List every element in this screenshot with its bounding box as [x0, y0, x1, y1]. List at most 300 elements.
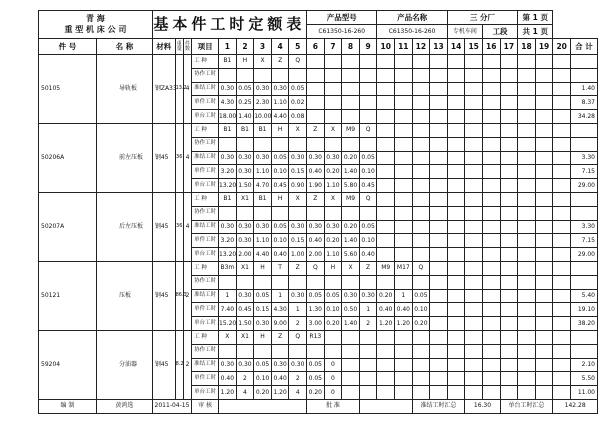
- cell-total-prep: 3.30: [570, 220, 597, 234]
- cell-prep: [377, 358, 395, 372]
- cell-coop: [412, 137, 430, 151]
- cell-machine: 1.20: [271, 386, 289, 400]
- cell-prep: [395, 151, 413, 165]
- cell-total-single: 19.10: [570, 303, 597, 317]
- cell-prep: 0.30: [289, 151, 307, 165]
- cell-coop: [342, 137, 360, 151]
- cell-single: [482, 96, 500, 110]
- row-label-single: 单件工时: [192, 165, 219, 179]
- cell-process: [412, 123, 430, 137]
- cell-process: [518, 123, 536, 137]
- cell-coop: [324, 137, 342, 151]
- cell-machine: [430, 110, 448, 124]
- cell-prep: 1: [271, 289, 289, 303]
- cell-machine: [553, 179, 571, 193]
- cell-prep: [500, 151, 518, 165]
- cell-total-machine: 38.20: [570, 317, 597, 331]
- row-label-single: 单件工时: [192, 234, 219, 248]
- cell-single: 2: [289, 372, 307, 386]
- cell-process: [430, 330, 448, 344]
- cell-coop: [395, 137, 413, 151]
- cell-machine: [430, 179, 448, 193]
- col-number-12: 12: [412, 39, 430, 55]
- cell-prep: 0.30: [324, 151, 342, 165]
- cell-coop: [430, 137, 448, 151]
- cell-machine: 1.90: [307, 179, 325, 193]
- cell-process: X: [342, 261, 360, 275]
- cell-single: [395, 165, 413, 179]
- cell-process: [359, 55, 377, 69]
- cell-coop: [324, 275, 342, 289]
- cell-coop: [535, 137, 553, 151]
- cell-coop: [219, 68, 237, 82]
- cell-coop: [482, 137, 500, 151]
- cell-prep: [535, 220, 553, 234]
- cell-coop: [500, 275, 518, 289]
- cell-process: [377, 123, 395, 137]
- cell-single: 3.20: [219, 165, 237, 179]
- cell-process: M9: [377, 261, 395, 275]
- cell-coop: [412, 344, 430, 358]
- cell-prep: 0.30: [254, 220, 272, 234]
- col-number-5: 5: [289, 39, 307, 55]
- cell-prep: [430, 82, 448, 96]
- cell-prep: [465, 220, 483, 234]
- cell-coop: [254, 344, 272, 358]
- cell-process: [553, 123, 571, 137]
- cell-coop: [307, 275, 325, 289]
- cell-single: 7.40: [219, 303, 237, 317]
- cell-single: [395, 234, 413, 248]
- cell-prep: 0.20: [342, 220, 360, 234]
- table-row: [39, 330, 598, 344]
- cell-prep: [518, 82, 536, 96]
- cell-machine: 15.20: [219, 317, 237, 331]
- col-number-14: 14: [447, 39, 465, 55]
- cell-prep: [447, 289, 465, 303]
- cell-machine: 0.30: [254, 317, 272, 331]
- cell-machine: [307, 110, 325, 124]
- cell-machine: [324, 110, 342, 124]
- cell-process: Q: [307, 261, 325, 275]
- cell-process: B1: [254, 123, 272, 137]
- cell-process: [342, 330, 360, 344]
- cell-process: B1: [219, 123, 237, 137]
- col-number-8: 8: [342, 39, 360, 55]
- cell-prep: [482, 151, 500, 165]
- compiler-name: 黄鸿选: [96, 399, 152, 413]
- cell-prep: [447, 358, 465, 372]
- section-label: 工段: [482, 25, 517, 39]
- cell-single: [377, 234, 395, 248]
- cell-prep: [412, 358, 430, 372]
- cell-single: [342, 96, 360, 110]
- cell-total-coop: [570, 206, 597, 220]
- cell-process: X1: [236, 330, 254, 344]
- cell-process: [518, 330, 536, 344]
- cell-prep: [412, 82, 430, 96]
- cell-single: 0.40: [271, 372, 289, 386]
- cell-single: 0.15: [289, 234, 307, 248]
- cell-process: [518, 261, 536, 275]
- cell-coop: [412, 275, 430, 289]
- cell-coop: [482, 68, 500, 82]
- cell-single: 0.40: [219, 372, 237, 386]
- cell-single: [465, 303, 483, 317]
- cell-single: 0.40: [307, 165, 325, 179]
- cell-single: [482, 234, 500, 248]
- col-number-15: 15: [465, 39, 483, 55]
- cell-coop: [271, 68, 289, 82]
- cell-machine: [500, 110, 518, 124]
- cell-process: [535, 261, 553, 275]
- table-row: [39, 192, 598, 206]
- cell-prep: [482, 289, 500, 303]
- cell-single: 2: [236, 372, 254, 386]
- cell-prep: [465, 358, 483, 372]
- cell-process: [482, 55, 500, 69]
- cell-total-process: [570, 330, 597, 344]
- cell-single: [465, 96, 483, 110]
- row-label-single: 单件工时: [192, 96, 219, 110]
- cell-single: [465, 372, 483, 386]
- cell-prep: [553, 358, 571, 372]
- cell-machine: 0.20: [412, 317, 430, 331]
- cell-prep: [430, 358, 448, 372]
- cell-prep: 0.30: [219, 220, 237, 234]
- cell-machine: [465, 386, 483, 400]
- cell-prep: 0.05: [271, 151, 289, 165]
- cell-coop: [430, 275, 448, 289]
- row-label-machine: 单台工时: [192, 317, 219, 331]
- cell-machine: [553, 386, 571, 400]
- cell-coop: [307, 344, 325, 358]
- cell-single: [359, 372, 377, 386]
- cell-coop: [377, 68, 395, 82]
- cell-prep: [500, 289, 518, 303]
- cell-process: [395, 123, 413, 137]
- cell-process: X: [289, 123, 307, 137]
- cell-total-single: 8.37: [570, 96, 597, 110]
- cell-machine: [359, 110, 377, 124]
- prep-sum-value: 16.30: [465, 399, 500, 413]
- name-value: C61350-16-260: [377, 25, 447, 39]
- quota-table: [38, 10, 598, 414]
- cell-prep: [500, 82, 518, 96]
- cell-prep: [518, 358, 536, 372]
- factory-label: 三 分厂: [447, 11, 517, 25]
- cell-single: 0.30: [236, 234, 254, 248]
- cell-single: 0: [324, 372, 342, 386]
- cell-process: Z: [271, 55, 289, 69]
- cell-prep: 0.05: [236, 82, 254, 96]
- cell-process: Q: [412, 261, 430, 275]
- row-label-process: 工 种: [192, 261, 219, 275]
- cell-single: [412, 372, 430, 386]
- cell-process: [412, 330, 430, 344]
- cell-machine: 2.00: [307, 248, 325, 262]
- cell-prep: 0.05: [324, 289, 342, 303]
- cell-process: [447, 330, 465, 344]
- cell-coop: [482, 275, 500, 289]
- cell-machine: [535, 179, 553, 193]
- cell-process: B1: [254, 192, 272, 206]
- cell-prep: [430, 289, 448, 303]
- page-title: 基本件工时定额表: [152, 11, 306, 39]
- cell-process: X: [324, 192, 342, 206]
- cell-total-process: [570, 55, 597, 69]
- cell-prep: [482, 82, 500, 96]
- cell-machine: [412, 179, 430, 193]
- cell-machine: [482, 110, 500, 124]
- cell-process: [377, 192, 395, 206]
- cell-process: [465, 261, 483, 275]
- cell-process: [482, 330, 500, 344]
- cell-coop: [236, 275, 254, 289]
- approve-value: [359, 399, 412, 413]
- cell-single: 1.10: [254, 165, 272, 179]
- cell-machine: 2: [359, 317, 377, 331]
- cell-machine: [412, 110, 430, 124]
- cell-single: [500, 234, 518, 248]
- row-label-prep: 准结工时: [192, 358, 219, 372]
- cell-process: X: [324, 123, 342, 137]
- cell-prep: 0.30: [307, 220, 325, 234]
- cell-process: [500, 261, 518, 275]
- part-name: 前左压板: [96, 123, 152, 192]
- cell-process: [500, 55, 518, 69]
- cell-machine: [342, 110, 360, 124]
- row-label-coop: 协作工时: [192, 344, 219, 358]
- part-number: 59204: [39, 330, 97, 399]
- row-label-coop: 协作工时: [192, 137, 219, 151]
- cell-coop: [518, 206, 536, 220]
- company-name: [39, 11, 153, 39]
- cell-machine: [465, 179, 483, 193]
- cell-machine: [447, 386, 465, 400]
- cell-prep: [395, 358, 413, 372]
- cell-prep: [535, 82, 553, 96]
- cell-prep: 0.30: [307, 151, 325, 165]
- cell-coop: [271, 206, 289, 220]
- cell-machine: 13.20: [219, 179, 237, 193]
- cell-coop: [465, 275, 483, 289]
- cell-coop: [377, 344, 395, 358]
- cell-prep: 0.30: [236, 220, 254, 234]
- part-weight: 8.2: [175, 330, 183, 399]
- cell-machine: 10.00: [254, 110, 272, 124]
- cell-machine: 0.90: [289, 179, 307, 193]
- cell-single: [342, 372, 360, 386]
- col-number-1: 1: [219, 39, 237, 55]
- col-number-4: 4: [271, 39, 289, 55]
- cell-machine: 1.40: [236, 110, 254, 124]
- cell-single: 0.10: [359, 234, 377, 248]
- part-number: 50105: [39, 55, 97, 124]
- row-label-machine: 单台工时: [192, 179, 219, 193]
- cell-machine: 4: [236, 386, 254, 400]
- cell-coop: [324, 344, 342, 358]
- cell-single: 0.20: [324, 234, 342, 248]
- cell-coop: [465, 68, 483, 82]
- cell-process: [553, 55, 571, 69]
- cell-machine: 4.70: [254, 179, 272, 193]
- cell-single: 0.10: [271, 165, 289, 179]
- cell-process: B1: [219, 55, 237, 69]
- cell-prep: 0.05: [412, 289, 430, 303]
- workshop-label: 专机车间: [447, 25, 482, 39]
- col-number-7: 7: [324, 39, 342, 55]
- row-label-process: 工 种: [192, 192, 219, 206]
- cell-coop: [377, 137, 395, 151]
- cell-single: [518, 372, 536, 386]
- cell-machine: 0.40: [271, 248, 289, 262]
- cell-single: [482, 165, 500, 179]
- part-weight: 36: [175, 192, 183, 261]
- cell-total-single: 7.15: [570, 234, 597, 248]
- name-label: 产品名称: [377, 11, 447, 25]
- cell-coop: [447, 137, 465, 151]
- cell-coop: [553, 206, 571, 220]
- cell-coop: [271, 137, 289, 151]
- part-count: 2: [183, 330, 191, 399]
- col-number-18: 18: [518, 39, 536, 55]
- cell-total-process: [570, 123, 597, 137]
- cell-prep: 0.05: [359, 220, 377, 234]
- cell-process: [518, 192, 536, 206]
- cell-single: [412, 234, 430, 248]
- cell-machine: 4: [289, 386, 307, 400]
- col-count: 件数: [183, 39, 191, 55]
- cell-single: 2.30: [254, 96, 272, 110]
- cell-prep: [377, 151, 395, 165]
- cell-coop: [535, 275, 553, 289]
- cell-process: [395, 55, 413, 69]
- total-pages-label: 共 1 页: [518, 25, 553, 39]
- cell-single: [518, 96, 536, 110]
- table-row: [39, 55, 598, 69]
- cell-coop: [342, 68, 360, 82]
- cell-process: [430, 192, 448, 206]
- cell-machine: [518, 317, 536, 331]
- cell-prep: [342, 358, 360, 372]
- cell-machine: [395, 110, 413, 124]
- cell-single: [482, 372, 500, 386]
- company-line1: 青 海: [86, 14, 105, 24]
- cell-prep: 0.20: [342, 151, 360, 165]
- cell-coop: [254, 137, 272, 151]
- cell-prep: 0.30: [219, 82, 237, 96]
- cell-machine: 13.20: [219, 248, 237, 262]
- col-number-11: 11: [395, 39, 413, 55]
- cell-prep: 1: [219, 289, 237, 303]
- cell-machine: 5.80: [342, 179, 360, 193]
- cell-single: 0.10: [254, 372, 272, 386]
- cell-prep: [535, 358, 553, 372]
- cell-process: H: [236, 55, 254, 69]
- cell-process: Z: [271, 330, 289, 344]
- cell-single: 0.40: [395, 303, 413, 317]
- cell-coop: [219, 275, 237, 289]
- cell-prep: [482, 220, 500, 234]
- cell-coop: [447, 206, 465, 220]
- cell-process: M17: [395, 261, 413, 275]
- cell-prep: 0.05: [254, 289, 272, 303]
- part-number: 50206A: [39, 123, 97, 192]
- cell-single: [465, 234, 483, 248]
- row-label-single: 单件工时: [192, 303, 219, 317]
- cell-prep: 0: [324, 358, 342, 372]
- cell-prep: 0.30: [254, 82, 272, 96]
- cell-process: X1: [236, 192, 254, 206]
- cell-process: [307, 55, 325, 69]
- cell-machine: [447, 110, 465, 124]
- cell-prep: [412, 220, 430, 234]
- cell-single: 0.02: [289, 96, 307, 110]
- cell-process: [377, 330, 395, 344]
- cell-process: [430, 55, 448, 69]
- cell-single: [395, 96, 413, 110]
- cell-coop: [518, 68, 536, 82]
- cell-machine: 0.20: [324, 317, 342, 331]
- cell-coop: [254, 275, 272, 289]
- cell-single: [324, 96, 342, 110]
- cell-process: [535, 123, 553, 137]
- cell-machine: [342, 386, 360, 400]
- cell-prep: [342, 82, 360, 96]
- cell-coop: [500, 68, 518, 82]
- machine-sum-value: 142.28: [553, 399, 598, 413]
- cell-process: [395, 192, 413, 206]
- part-material: 钢45: [152, 123, 175, 192]
- cell-prep: [553, 82, 571, 96]
- cell-process: Q: [289, 55, 307, 69]
- cell-prep: [465, 289, 483, 303]
- cell-machine: [482, 317, 500, 331]
- cell-machine: [518, 248, 536, 262]
- cell-prep: 0.30: [236, 151, 254, 165]
- cell-single: 1.40: [342, 234, 360, 248]
- part-count: 2: [183, 261, 191, 330]
- cell-total-coop: [570, 344, 597, 358]
- cell-prep: 0.20: [377, 289, 395, 303]
- cell-single: 1.30: [307, 303, 325, 317]
- cell-single: 0.40: [307, 234, 325, 248]
- cell-process: [500, 192, 518, 206]
- cell-coop: [412, 68, 430, 82]
- cell-machine: 0.08: [289, 110, 307, 124]
- cell-machine: [395, 386, 413, 400]
- cell-prep: [447, 151, 465, 165]
- cell-total-coop: [570, 137, 597, 151]
- cell-coop: [377, 206, 395, 220]
- cell-machine: [553, 317, 571, 331]
- cell-coop: [430, 68, 448, 82]
- cell-prep: [500, 358, 518, 372]
- cell-machine: [482, 179, 500, 193]
- cell-process: Z: [307, 192, 325, 206]
- cell-prep: 0.05: [307, 289, 325, 303]
- cell-process: [412, 55, 430, 69]
- cell-machine: [465, 317, 483, 331]
- cell-process: H: [271, 123, 289, 137]
- cell-single: 0.10: [271, 234, 289, 248]
- cell-coop: [289, 275, 307, 289]
- cell-prep: [412, 151, 430, 165]
- cell-single: 0.45: [236, 303, 254, 317]
- cell-process: [465, 192, 483, 206]
- cell-coop: [377, 275, 395, 289]
